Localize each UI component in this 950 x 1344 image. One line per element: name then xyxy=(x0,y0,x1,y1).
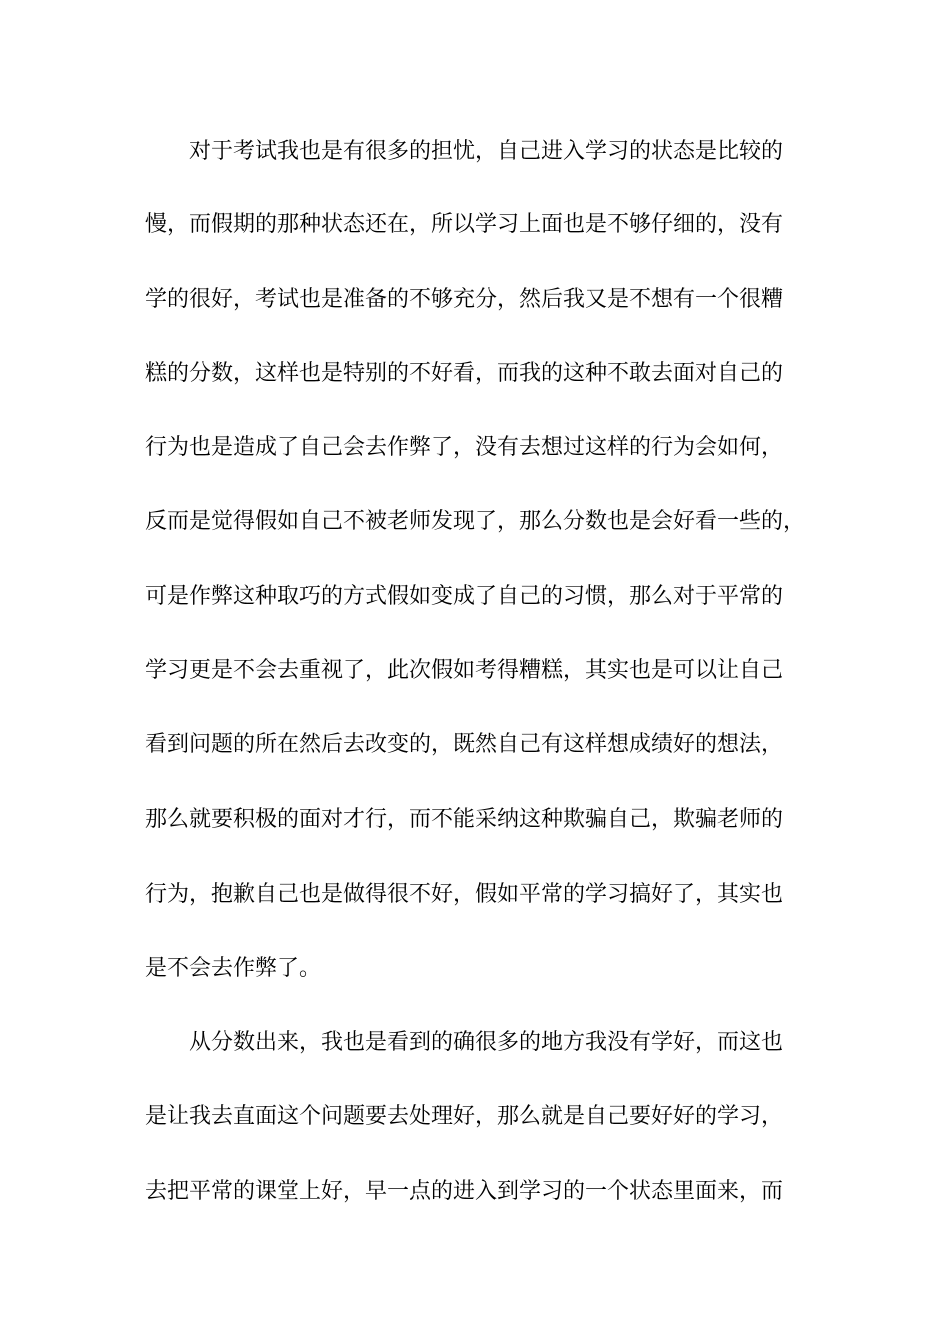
paragraph-1-line-2: 慢，而假期的那种状态还在，所以学习上面也是不够仔细的，没有 xyxy=(145,212,784,237)
paragraph-1-line-9: 看到问题的所在然后去改变的，既然自己有这样想成绩好的想法， xyxy=(145,732,784,757)
paragraph-1-line-4: 糕的分数，这样也是特别的不好看，而我的这种不敢去面对自己的 xyxy=(145,361,784,386)
paragraph-1-line-6: 反而是觉得假如自己不被老师发现了，那么分数也是会好看一些的， xyxy=(145,509,806,534)
paragraph-1-line-8: 学习更是不会去重视了，此次假如考得糟糕，其实也是可以让自己 xyxy=(145,658,784,683)
paragraph-1-line-3: 学的很好，考试也是准备的不够充分，然后我又是不想有一个很糟 xyxy=(145,287,784,312)
paragraph-1-line-1: 对于考试我也是有很多的担忧，自己进入学习的状态是比较的 xyxy=(189,139,784,164)
paragraph-1-line-12: 是不会去作弊了。 xyxy=(145,956,322,981)
paragraph-1-line-10: 那么就要积极的面对才行，而不能采纳这种欺骗自己，欺骗老师的 xyxy=(145,807,784,832)
paragraph-2-line-3: 去把平常的课堂上好，早一点的进入到学习的一个状态里面来，而 xyxy=(145,1179,784,1204)
paragraph-1-line-7: 可是作弊这种取巧的方式假如变成了自己的习惯，那么对于平常的 xyxy=(145,584,784,609)
paragraph-1-line-5: 行为也是造成了自己会去作弊了，没有去想过这样的行为会如何， xyxy=(145,435,784,460)
paragraph-1-line-11: 行为，抱歉自己也是做得很不好，假如平常的学习搞好了，其实也 xyxy=(145,882,784,907)
paragraph-2-line-1: 从分数出来，我也是看到的确很多的地方我没有学好，而这也 xyxy=(189,1030,784,1055)
paragraph-2-line-2: 是让我去直面这个问题要去处理好，那么就是自己要好好的学习， xyxy=(145,1104,784,1129)
